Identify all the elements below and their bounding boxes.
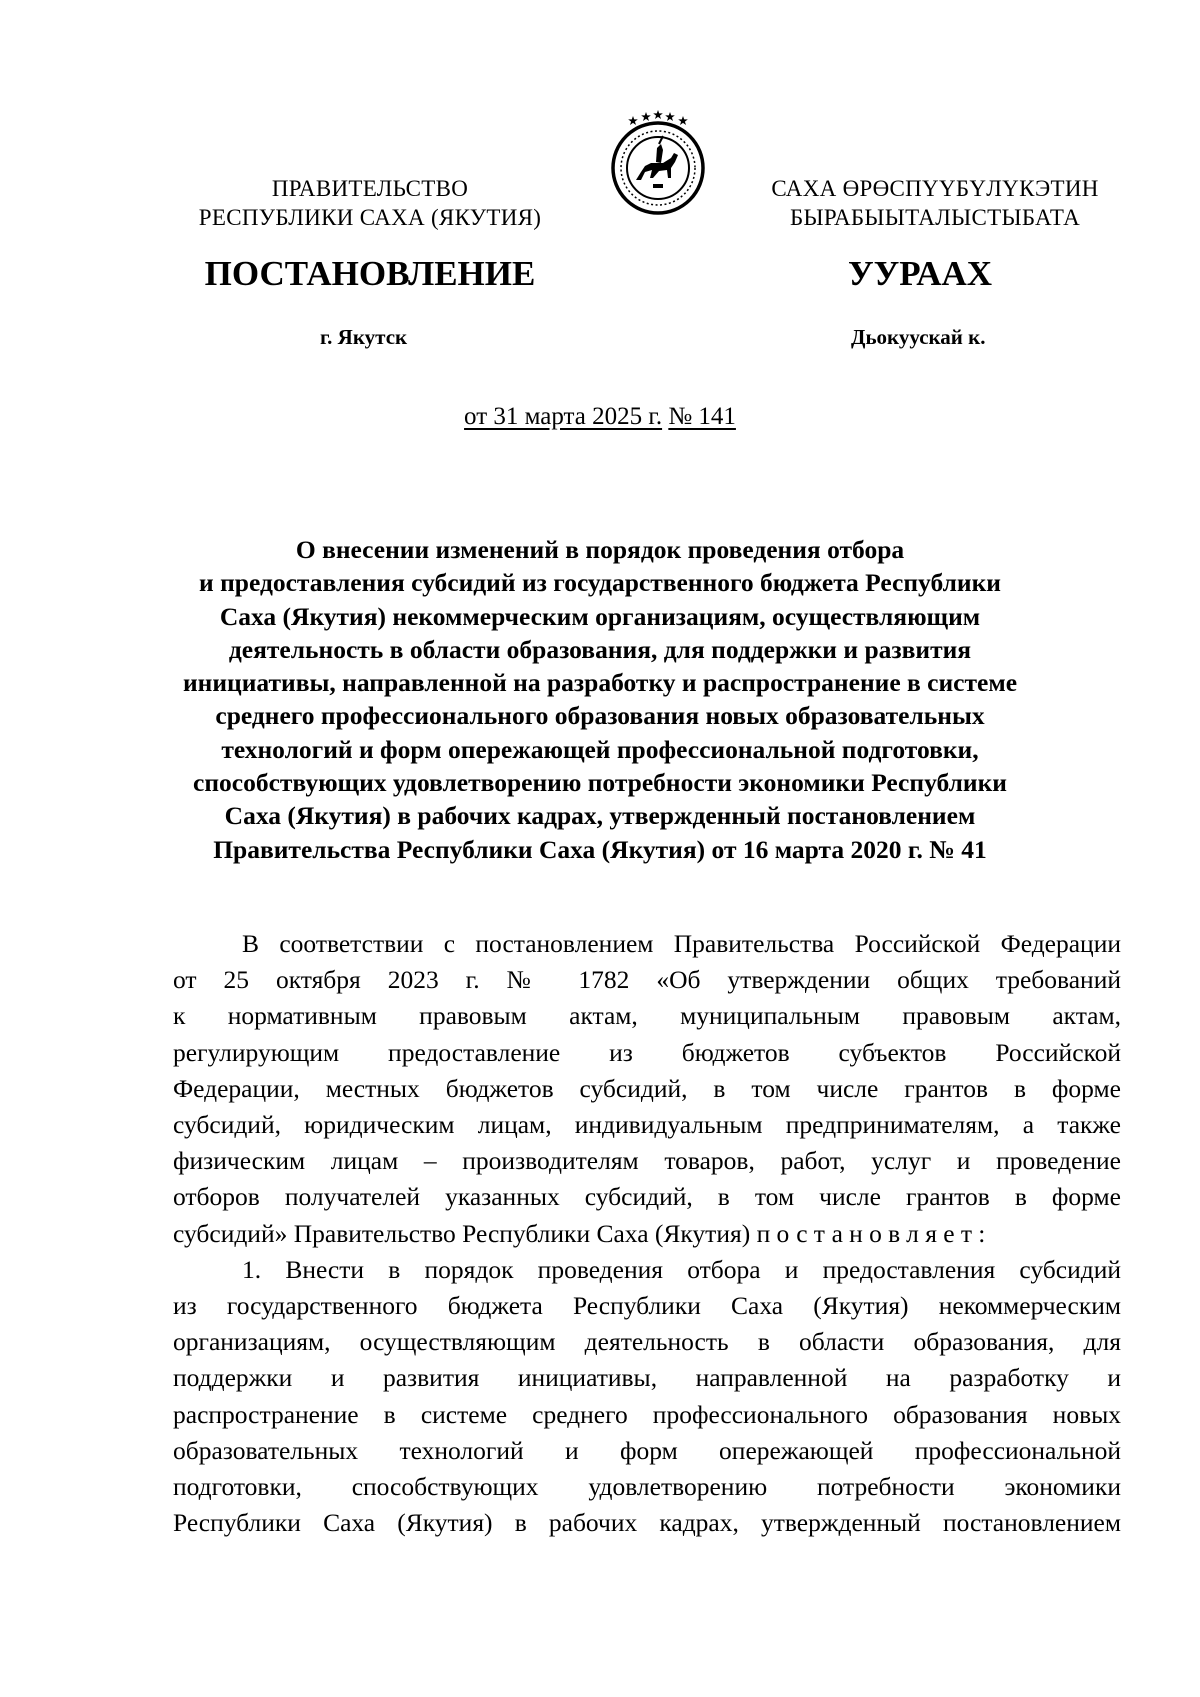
title-line: Саха (Якутия) в рабочих кадрах, утвержденный постановлением [224,801,976,831]
document-type-sakha: УУРААХ [847,254,993,293]
body-line: Республики Саха (Якутия) в рабочих кадрах, утвержденный постановлением [173,1508,1121,1538]
date-and-number [0,403,1200,431]
body-line: подготовки, способствующих удовлетворению потребности экономики [173,1472,1121,1502]
title-line: технологий и форм опережающей профессиональной подготовки, [221,734,979,764]
body-line: из государственного бюджета Республики Саха (Якутия) некоммерческим [173,1291,1121,1321]
title-line: О внесении изменений в порядок проведения отбора [295,535,905,564]
body-line: распространение в системе среднего профессионального образования новых [173,1399,1121,1429]
title-line: инициативы, направленной на разработку и распространение в системе [182,668,1018,698]
title-line: Правительства Республики Саха (Якутия) от 16 марта 2020 г. № 41 [213,834,987,864]
body-line: отборов получателей указанных субсидий, в том числе грантов в форме [173,1182,1121,1212]
title-line: деятельность в области образования, для поддержки и развития [228,634,972,664]
preamble-last-text: субсидий» Правительство Республики Саха (Якутия) [173,1218,757,1248]
title-line: среднего профессионального образования новых образовательных [215,701,985,731]
body-line: В соответствии с постановлением Правительства Российской Федерации [242,929,1121,958]
body-line: от 25 октября 2023 г. № 1782 «Об утверждении общих требований [173,965,1121,995]
government-name-russian [170,174,570,232]
government-name-line: БЫРАБЫЫТАЛЫСТЫБАТА [789,205,1081,230]
government-name-line: РЕСПУБЛИКИ САХА (ЯКУТИЯ) [198,205,542,230]
city-sakha: Дьокуускай к. [851,325,986,349]
document-body [173,926,1121,1541]
document-date: от 31 марта 2025 г. [464,403,663,430]
title-line: способствующих удовлетворению потребности экономики Республики [193,768,1007,798]
decree-word: постановляет: [756,1218,992,1248]
body-line: субсидий, юридическим лицам, индивидуальным предпринимателям, а также [173,1110,1121,1140]
government-name-line: САХА ӨРӨСПҮҮБҮЛҮКЭТИН [771,176,1099,201]
government-name-line: ПРАВИТЕЛЬСТВО [271,176,469,201]
body-line: 1. Внести в порядок проведения отбора и предоставления субсидий [242,1254,1121,1284]
body-line: физическим лицам – производителям товаров, работ, услуг и проведение [173,1146,1121,1176]
document-type-russian: ПОСТАНОВЛЕНИЕ [204,254,536,293]
title-line: и предоставления субсидий из государственного бюджета Республики [199,568,1001,598]
city-russian: г. Якутск [320,325,408,349]
government-name-sakha [735,174,1135,232]
body-line: поддержки и развития инициативы, направленной на разработку и [173,1363,1121,1393]
body-line: организациям, осуществляющим деятельность в области образования, для [173,1327,1121,1357]
body-line: Федерации, местных бюджетов субсидий, в том числе грантов в форме [173,1073,1121,1103]
coat-of-arms-icon [601,108,715,216]
title-line: Саха (Якутия) некоммерческим организациям, осуществляющим [219,601,981,631]
body-line: регулирующим предоставление из бюджетов субъектов Российской [173,1037,1121,1067]
body-line: к нормативным правовым актам, муниципальным правовым актам, [173,1001,1121,1031]
document-title [150,533,1050,866]
document-number: № 141 [668,403,736,430]
body-line: образовательных технологий и форм опережающей профессиональной [173,1435,1121,1465]
body-line [173,1216,1121,1252]
